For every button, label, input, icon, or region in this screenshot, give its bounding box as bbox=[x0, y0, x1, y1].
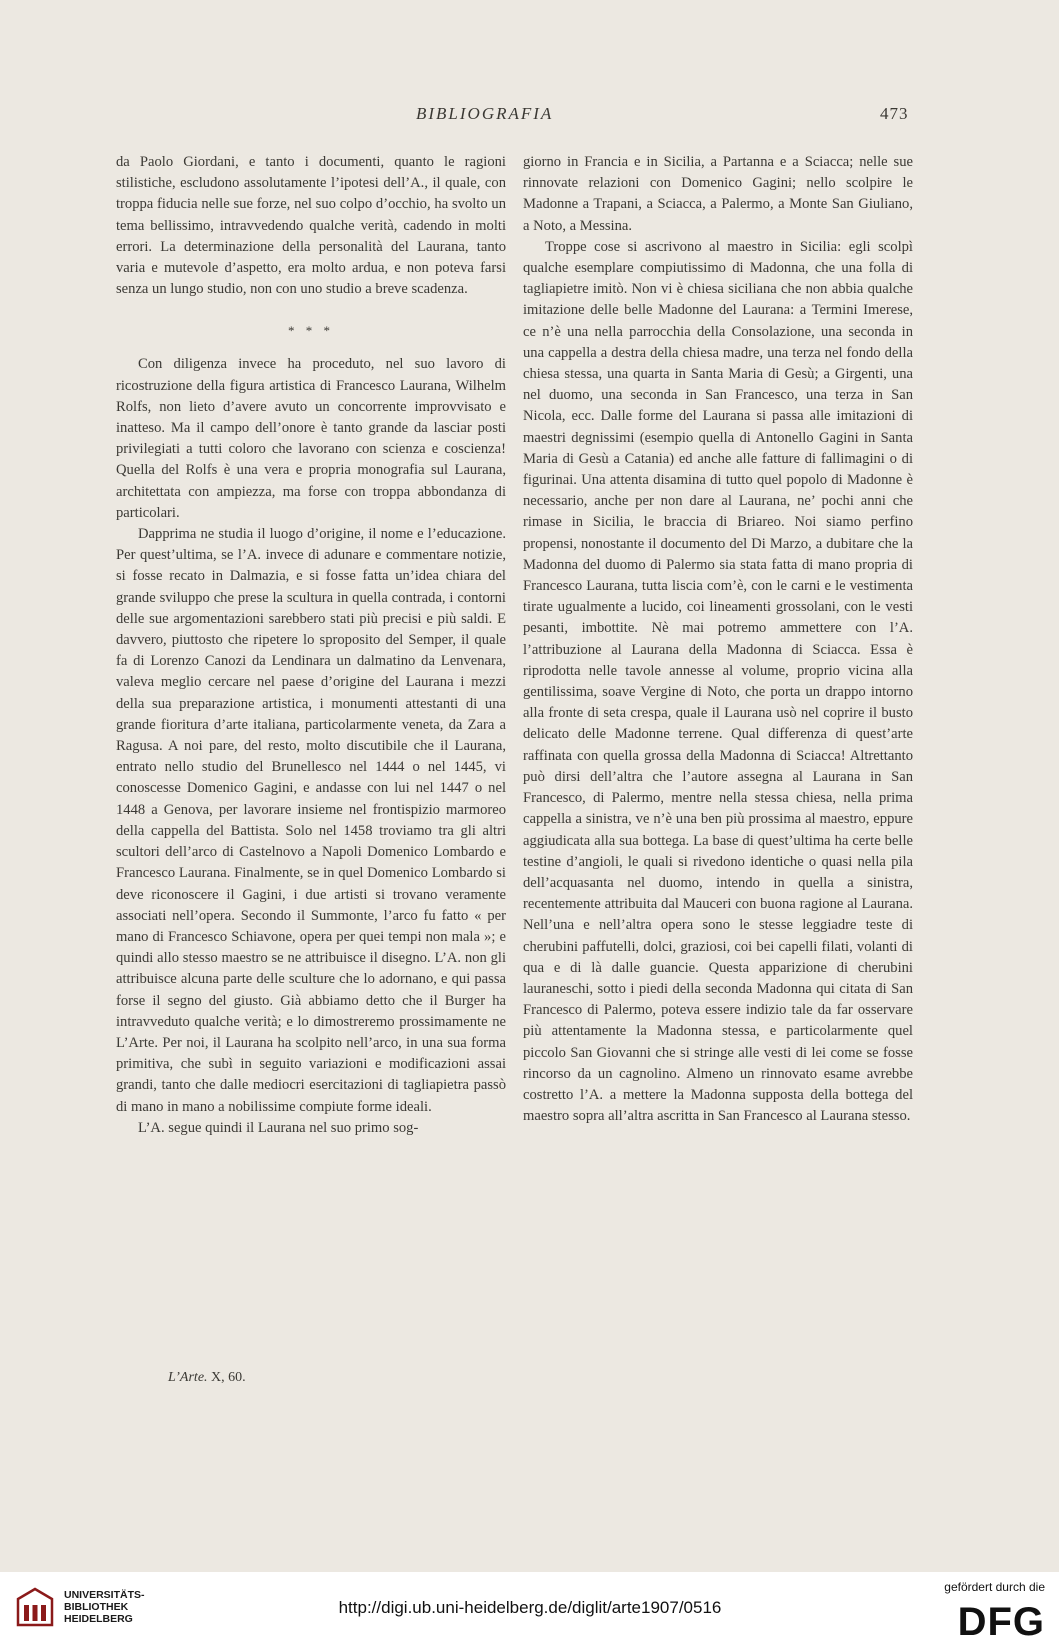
running-title: BIBLIOGRAFIA bbox=[416, 104, 554, 123]
section-separator: * * * bbox=[288, 323, 334, 339]
right-column bbox=[523, 152, 913, 1127]
left-column bbox=[116, 152, 506, 1139]
left-paragraph-2: Con diligenza invece ha proceduto, nel suo lavoro di ricostruzione della figura artistica di Francesco Laurana, Wilhelm Rolfs, non lieto d’avere avuto un concorrente improvvisato e inatteso. Ma il campo dell’onore è tanto grande da lasciar posti privilegiati a tutti coloro che lavorano con scienza e coscienza! Quella del Rolfs è una vera e propria monografia sul Laurana, architettata con ampiezza, ma forse con troppa abbondanza di particolari. bbox=[116, 356, 506, 521]
digitization-footer bbox=[0, 1572, 1059, 1646]
footnote-journal: L’Arte. bbox=[168, 1370, 208, 1385]
left-paragraph-1: da Paolo Giordani, e tanto i documenti, quanto le ragioni stilistiche, escludono assolutamente l’ipotesi dell’A., il quale, con troppa fiducia nelle sue forze, nel suo colpo d’occhio, ha svolto un tema bellissimo, intravvedendo qualche verità, cadendo in molti errori. La determinazione della personalità del Laurana, tanto varia e mutevole d’aspetto, era molto ardua, e non poteva farsi senza un lungo studio, non con uno studio a breve scadenza. bbox=[116, 154, 506, 298]
university-library-logo-icon bbox=[14, 1585, 56, 1629]
right-paragraph-1: giorno in Francia e in Sicilia, a Partanna e a Sciacca; nelle sue rinnovate relazioni con Domenico Gagini; nello scolpire le Madonne a Trapani, a Sciacca, a Palermo, a Monte San Giuliano, a Noto, a Messina. bbox=[523, 154, 913, 234]
dfg-logo: DFG bbox=[957, 1600, 1045, 1644]
running-head bbox=[0, 104, 1059, 130]
page-number: 473 bbox=[880, 104, 909, 123]
left-paragraph-4: L’A. segue quindi il Laurana nel suo primo sog- bbox=[138, 1119, 419, 1136]
footnote bbox=[168, 1370, 246, 1386]
footnote-issue: X, 60. bbox=[211, 1370, 246, 1385]
left-paragraph-3: Dapprima ne studia il luogo d’origine, il nome e l’educazione. Per quest’ultima, se l’A. invece di adunare e commentare notizie, si fosse recato in Dalmazia, e si fosse fatta un’idea chiara del grande sviluppo che prese la scultura in quella contrada, i contorni delle sue argomentazioni sarebbero stati più precisi e più saldi. E davvero, piuttosto che ripetere lo sproposito del Semper, il quale fa di Lorenzo Canozi da Lendinara un dalmatino da Lenvenara, valeva meglio cercare nel paese d’origine del Laurana i mezzi della sua preparazione artistica, i monumenti attestanti di una grande fioritura d’arte italiana, particolarmente veneta, da Zara a Ragusa. A noi pare, del resto, molto discutibile che il Laurana, entrato nello studio del Brunellesco nel 1444 o nel 1445, vi conoscesse Domenico Gagini, e andasse con lui nel 1447 o nel 1448 a Genova, per lavorare insieme nel frontispizio marmoreo della cappella del Battista. Solo nel 1458 troviamo tra gli altri scultori dell’arco di Castelnovo a Napoli Domenico Lombardo e Francesco Laurana. Finalmente, se in quel Domenico Lombardo si deve riconoscere il Gagini, i due artisti si trovano veramente associati nell’opera. Secondo il Summonte, l’arco fu fatto « per mano di Francesco Schiavone, opera per quei tempi non mala »; e quindi allo stesso maestro se ne attribuisce il disegno. L’A. non gli attribuisce alcuna parte delle sculture che lo adornano, e qui passa forse il segno del giusto. Già abbiamo detto che il Burger ha intravveduto qualche verità; e lo dimostreremo prossimamente ne L’Arte. Per noi, il Laurana ha scolpito nell’arco, in una sua forma primitiva, che subì in seguito variazioni e modificazioni assai grandi, tanto che dalle mediocri esercitazioni di tagliapietra passò di mano in mano a nobilissime compiute forme ideali. bbox=[116, 526, 506, 1115]
permalink-url[interactable]: http://digi.ub.uni-heidelberg.de/diglit/arte1907/0516 bbox=[338, 1598, 722, 1617]
right-paragraph-2: Troppe cose si ascrivono al maestro in Sicilia: egli scolpì qualche esemplare compiutissimo di Madonna, che una folla di tagliapietre imitò. Non vi è chiesa siciliana che non abbia qualche imitazione delle belle Madonne del Laurana: a Termini Imerese, ce n’è una nella parrocchia della Consolazione, una seconda in una cappella a destra della chiesa madre, una terza nel fondo della chiesa stessa, una quarta in Santa Maria di Gesù; a Girgenti, una nel duomo, una seconda in San Francesco, una terza in San Nicola, ecc. Dalle forme del Laurana si passa alle imitazioni di maestri degnissimi (esempio quella di Antonello Gagini in Santa Maria di Gesù a Catania) ed anche alle fatture di fallimagini o di figurinai. Una attenta disamina di tutto quel popolo di Madonne è necessario, anche per non dare al Laurana, ne’ pochi anni che rimase in Sicilia, le braccia di Briareo. Noi siamo perfino propensi, nonostante il documento del Di Marzo, a dubitare che la Madonna del duomo di Palermo sia stata fatta di mano propria di Francesco Laurana, tutta liscia com’è, con le carni e le vestimenta tirate ugualmente a lucido, coi lineamenti grossolani, con le vesti pesanti, imbottite. Nè mai potremo ammettere con l’A. l’attribuzione al Laurana della Madonna di Sciacca. Essa è riprodotta nelle tavole annesse al volume, proprio vicina alla gentilissima, soave Vergine di Noto, che porta un drappo intorno alla fronte di seta crespa, quale il Laurana usò nel coprire il busto delicato delle Madonne terrene. Qual differenza di quest’arte raffinata con quella grossa della Madonna di Sciacca! Altrettanto può dirsi dell’altra che l’autore assegna al Laurana in San Francesco, di Palermo, mentre nella stessa chiesa, nella prima cappella a sinistra, ve n’è una ben più prossima al maestro, eppure aggiudicata alla sua bottega. La base di quest’ultima ha certe belle testine d’angioli, le quali si rivedono identiche o quasi nella pila dell’acquasanta nel duomo, intendo in quella a sinistra, recentemente attribuita dal Mauceri con buona ragione al Laurana. Nell’una e nell’altra opera sono le stesse leggiadre teste di cherubini paffutelli, dolci, graziosi, coi bei capelli filati, volanti di qua e di là dalle guancie. Questa apparizione di cherubini lauraneschi, sotto i piedi della seconda Madonna qui citata di San Francesco di Palermo, poteva essere indizio tale da far osservare più attentamente la Madonna stessa, e particolarmente quel piccolo San Giovanni che si stringe alle vesti di lei come se fosse rincorso da un cagnolino. Almeno un rinnovato esame avrebbe costretto l’A. a mettere la Madonna supposta della bottega del maestro sopra all’altra ascritta in San Francesco al Laurana stesso. bbox=[523, 238, 913, 1125]
funding-label: gefördert durch die bbox=[944, 1580, 1045, 1594]
library-name: UNIVERSITÄTS- BIBLIOTHEK HEIDELBERG bbox=[64, 1589, 145, 1625]
